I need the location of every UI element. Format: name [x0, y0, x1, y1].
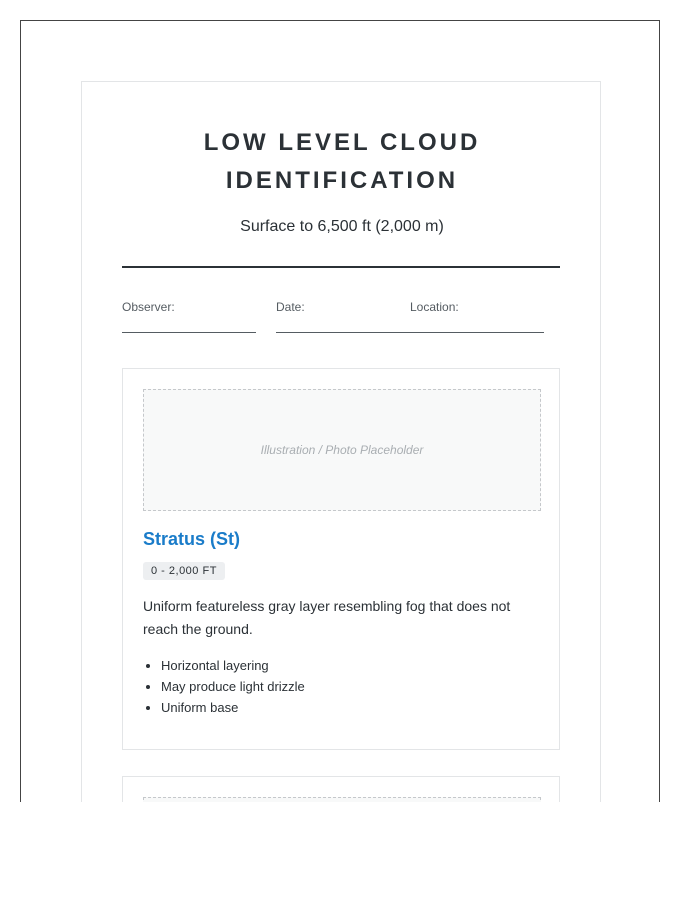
cloud-description: Uniform featureless gray layer resembling fog that does not reach the ground. [143, 598, 511, 637]
worksheet [81, 81, 601, 802]
trait-item: • May produce light drizzle [161, 676, 305, 697]
cloud-name: Stratus (St) [143, 529, 241, 549]
placeholder-label: Illustration / Photo Placeholder [260, 443, 424, 457]
date-label: Date: [276, 300, 305, 314]
page-frame [20, 20, 660, 802]
altitude-badge: 0 - 2,000 FT [143, 562, 225, 580]
location-field[interactable] [410, 332, 544, 333]
observer-field[interactable] [122, 332, 256, 333]
cloud-card-next [122, 776, 560, 802]
page-subtitle: Surface to 6,500 ft (2,000 m) [240, 218, 444, 235]
page-title [82, 124, 602, 200]
date-field[interactable] [276, 332, 410, 333]
cloud-card-stratus [122, 368, 560, 750]
header-divider [122, 266, 560, 268]
trait-list [143, 655, 305, 718]
illustration-placeholder [143, 389, 541, 511]
title-line-2: IDENTIFICATION [225, 167, 459, 194]
trait-item: • Uniform base [161, 697, 305, 718]
title-line-1: LOW LEVEL CLOUD [203, 129, 481, 156]
location-label: Location: [410, 300, 459, 314]
observer-label: Observer: [122, 300, 175, 314]
trait-item: • Horizontal layering [161, 655, 305, 676]
illustration-placeholder [143, 797, 541, 802]
